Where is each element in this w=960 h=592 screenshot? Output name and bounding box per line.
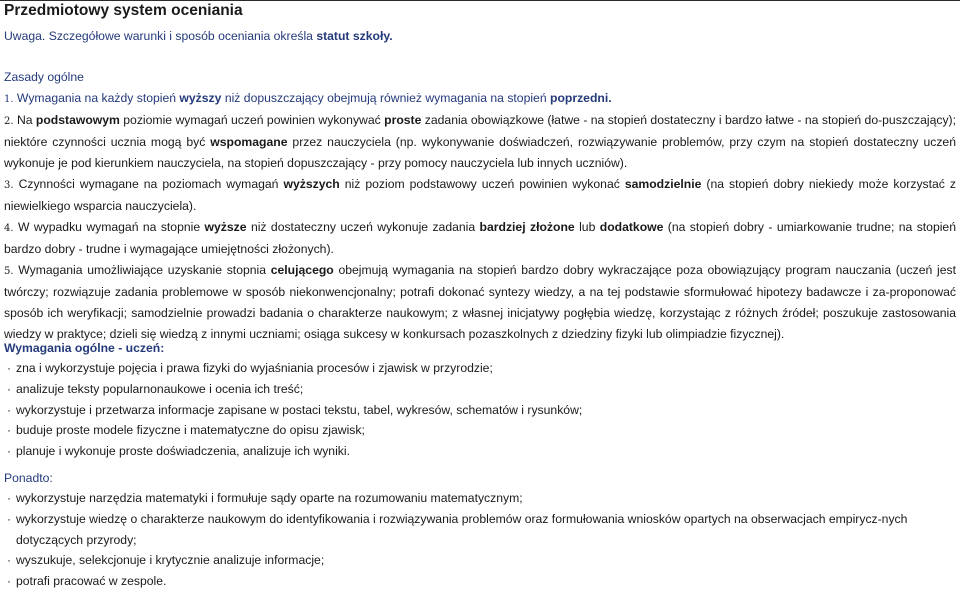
rule-4-text-e: lub <box>574 220 600 234</box>
bullet-icon: · <box>7 402 11 417</box>
rule-1-bold-b: wyższy <box>179 91 222 105</box>
rule-4-bold-f: dodatkowe <box>599 220 664 234</box>
notice-text: Szczegółowe warunki i sposób oceniania określa <box>45 29 317 43</box>
bullet-icon: · <box>7 423 11 438</box>
bullet-icon: · <box>7 444 11 459</box>
rule-2-bold-f: wspomagane <box>210 135 288 149</box>
list-item-text: zna i wykorzystuje pojęcia i prawa fizyki do wyjaśniania procesów i zjawisk w przyrodzie; <box>16 361 493 375</box>
list-item <box>4 550 956 571</box>
list-item-text: wykorzystuje wiedzę o charakterze naukowym do identyfikowania i rozwiązywania problemów oraz formułowania wniosków opartych na obserwacjach empirycz-nych dotyczących przyrody; <box>16 511 908 547</box>
rule-2-text-a: Na <box>13 113 36 127</box>
notice <box>4 28 393 44</box>
list-item <box>4 400 956 421</box>
list-item-text: buduje proste modele fizyczne i matematyczne do opisu zjawisk; <box>16 423 365 438</box>
rule-3-text-c: niż poziom podstawowy uczeń powinien wykonać <box>339 177 625 191</box>
rule-1-text-c: niż dopuszczający obejmują również wymagania na stopień <box>221 91 551 105</box>
rule-5-text-c: obejmują wymagania na stopień bardzo dobry wykraczające poza obowiązujący program nauczania (uczeń jest twórczy; rozwiązuje zadania problemowe w sposób niekonwencjonalny; potrafi dokonać syntezy wiedzy, a na tej podstawie sformułować hipotezy badawcze i za-proponować sposób ich weryfikacji; samodzielnie prowadzi badania o charakterze naukowym; z własnej inicjatywy pogłębia wiedzę, korzystając z różnych źródeł; poszukuje zastosowania wiedzy w praktyce; dzieli się wiedzą z innymi uczniami; osiąga sukcesy w konkursach pozaszkolnych z dziedziny fizyki lub olimpiadzie fizycznej). <box>4 263 956 341</box>
rule-4-number: 4. <box>4 223 14 234</box>
rule-1-bold-d: poprzedni. <box>550 91 612 105</box>
general-section <box>4 338 956 462</box>
list-item-text: wykorzystuje narzędzia matematyki i formułuje sądy oparte na rozumowaniu matematycznym; <box>16 491 523 505</box>
rule-4-text-a: W wypadku wymagań na stopnie <box>13 220 205 234</box>
page-title: Przedmiotowy system oceniania <box>0 0 960 20</box>
notice-prefix: Uwaga. <box>4 29 46 43</box>
rule-2-text-c: poziomie wymagań uczeń powinien wykonywać <box>119 113 385 127</box>
list-item <box>4 571 956 592</box>
rule-2-bold-b: podstawowym <box>35 113 120 127</box>
extra-section <box>4 468 956 592</box>
rule-3-text-e: (na stopień dobry niekiedy może korzystać z niewielkiego wsparcia nauczyciela). <box>4 177 957 213</box>
notice-bold: statut szkoły. <box>316 29 393 43</box>
rule-4 <box>4 217 956 260</box>
rule-5-bold-b: celującego <box>270 263 334 277</box>
rules-heading: Zasady ogólne <box>4 70 84 84</box>
general-list <box>4 358 956 462</box>
bullet-icon: · <box>7 511 11 526</box>
rule-4-bold-b: wyższe <box>204 220 247 234</box>
list-item-text: wykorzystuje i przetwarza informacje zapisane w postaci tekstu, tabel, wykresów, schematów i rysunków; <box>16 402 583 417</box>
rule-2-text-g: przez nauczyciela (np. wykonywanie doświadczeń, rozwiązywanie problemów, przy czym na stopień dostateczny uczeń wykonuje je pod kierunkiem nauczyciela, na stopień dopuszczający - przy pomocy nauczyciela lub innych uczniów). <box>4 135 956 170</box>
rule-3 <box>4 174 956 217</box>
rule-1-number: 1. <box>4 94 14 105</box>
rule-4-text-g: (na stopień dobry - umiarkowanie trudne; na stopień bardzo dobry - trudne i wymagające umiejętności złożonych). <box>4 220 956 256</box>
list-item <box>4 509 956 551</box>
rule-1-text-a: Wymagania na każdy stopień <box>13 91 180 105</box>
rule-5-text-a: Wymagania umożliwiające uzyskanie stopnia <box>13 263 271 277</box>
list-item <box>4 420 956 441</box>
bullet-icon: · <box>7 381 11 396</box>
bullet-icon: · <box>7 574 11 589</box>
bullet-icon: · <box>7 491 11 505</box>
bullet-icon: · <box>7 361 11 375</box>
bullet-icon: · <box>7 553 11 568</box>
rule-2-number: 2. <box>4 116 14 127</box>
extra-heading: Ponadto: <box>4 471 53 485</box>
rule-4-bold-d: bardziej złożone <box>479 220 575 234</box>
list-item-text: analizuje teksty popularnonaukowe i ocenia ich treść; <box>16 381 304 396</box>
rule-2 <box>4 110 956 174</box>
rule-5 <box>4 260 956 345</box>
extra-list <box>4 488 956 592</box>
list-item-text: wyszukuje, selekcjonuje i krytycznie analizuje informacje; <box>16 553 325 568</box>
rule-3-text-a: Czynności wymagane na poziomach wymagań <box>13 177 284 191</box>
general-heading: Wymagania ogólne - uczeń: <box>4 341 165 355</box>
rule-4-text-c: niż dostateczny uczeń wykonuje zadania <box>246 220 480 234</box>
rule-3-number: 3. <box>4 180 14 191</box>
list-item <box>4 441 956 462</box>
rule-5-number: 5. <box>4 266 14 277</box>
list-item <box>4 358 956 379</box>
list-item-text: potrafi pracować w zespole. <box>16 574 167 589</box>
rule-3-bold-d: samodzielnie <box>624 177 702 191</box>
rule-3-bold-b: wyższych <box>283 177 340 191</box>
rule-1 <box>4 88 956 110</box>
list-item <box>4 488 956 509</box>
list-item-text: planuje i wykonuje proste doświadczenia, analizuje ich wyniki. <box>16 444 350 459</box>
rule-2-bold-d: proste <box>384 113 422 127</box>
rules-section <box>4 67 956 345</box>
list-item <box>4 379 956 400</box>
rule-2-text-e: zadania obowiązkowe (łatwe - na stopień dostateczny i bardzo łatwe - na stopień do-puszczający); niektóre czynności ucznia mogą być <box>4 113 956 149</box>
